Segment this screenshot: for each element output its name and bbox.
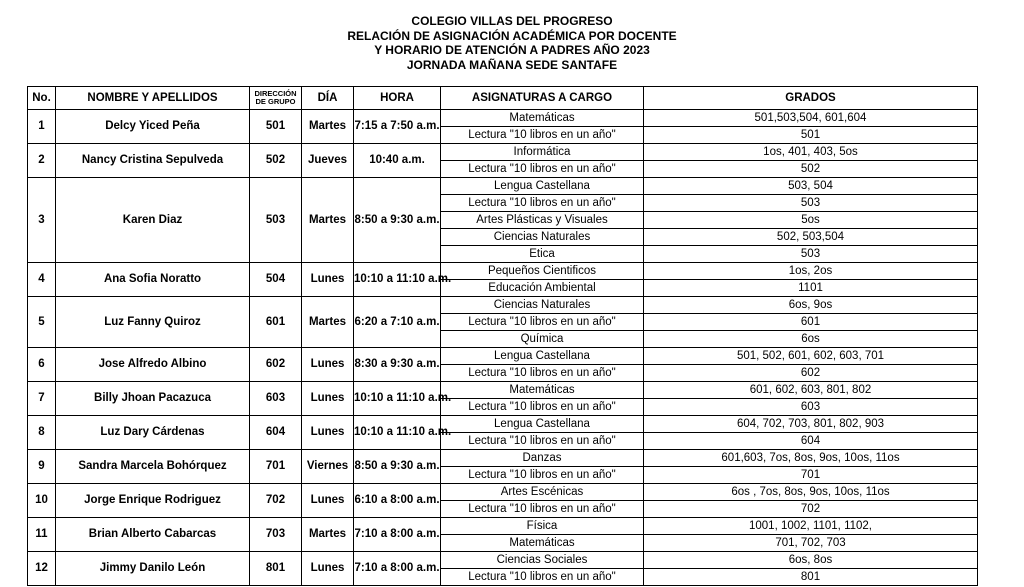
subject-name: Etica	[441, 246, 644, 263]
group-direction: 503	[250, 178, 302, 263]
attention-day: Viernes	[302, 450, 354, 484]
teacher-number: 4	[28, 263, 56, 297]
table-body	[28, 110, 978, 586]
subject-grades: 603	[644, 399, 978, 416]
subject-grades: 601	[644, 314, 978, 331]
col-header-day: DÍA	[302, 87, 354, 110]
subject-grades: 604, 702, 703, 801, 802, 903	[644, 416, 978, 433]
subject-name: Ciencias Naturales	[441, 297, 644, 314]
attention-day: Martes	[302, 110, 354, 144]
attention-hour: 7:10 a 8:00 a.m.	[354, 552, 441, 586]
attention-hour: 10:40 a.m.	[354, 144, 441, 178]
subject-name: Química	[441, 331, 644, 348]
report-title: RELACIÓN DE ASIGNACIÓN ACADÉMICA POR DOCENTE	[347, 28, 677, 43]
group-direction: 603	[250, 382, 302, 416]
subject-name: Pequeños Cientificos	[441, 263, 644, 280]
teacher-name: Brian Alberto Cabarcas	[56, 518, 250, 552]
group-direction: 504	[250, 263, 302, 297]
attention-day: Lunes	[302, 416, 354, 450]
table-row	[28, 382, 978, 399]
attention-hour: 8:30 a 9:30 a.m.	[354, 348, 441, 382]
subject-name: Artes Plásticas y Visuales	[441, 212, 644, 229]
subject-grades: 1101	[644, 280, 978, 297]
table-row	[28, 450, 978, 467]
teacher-number: 8	[28, 416, 56, 450]
group-direction: 604	[250, 416, 302, 450]
subject-name: Educación Ambiental	[441, 280, 644, 297]
subject-grades: 701, 702, 703	[644, 535, 978, 552]
teacher-number: 6	[28, 348, 56, 382]
teacher-number: 9	[28, 450, 56, 484]
subject-grades: 6os	[644, 331, 978, 348]
teacher-number: 7	[28, 382, 56, 416]
subject-grades: 5os	[644, 212, 978, 229]
subject-grades: 601,603, 7os, 8os, 9os, 10os, 11os	[644, 450, 978, 467]
teacher-name: Jorge Enrique Rodriguez	[56, 484, 250, 518]
subject-name: Lectura "10 libros en un año"	[441, 314, 644, 331]
subject-grades: 502	[644, 161, 978, 178]
subject-name: Lengua Castellana	[441, 178, 644, 195]
subject-grades: 503	[644, 195, 978, 212]
subject-name: Ciencias Naturales	[441, 229, 644, 246]
subject-grades: 1os, 2os	[644, 263, 978, 280]
teacher-number: 5	[28, 297, 56, 348]
subject-grades: 1os, 401, 403, 5os	[644, 144, 978, 161]
teacher-name: Karen Diaz	[56, 178, 250, 263]
subject-grades: 1001, 1002, 1101, 1102,	[644, 518, 978, 535]
teacher-number: 2	[28, 144, 56, 178]
attention-hour: 10:10 a 11:10 a.m.	[354, 263, 441, 297]
col-header-subjects: ASIGNATURAS A CARGO	[441, 87, 644, 110]
subject-name: Lectura "10 libros en un año"	[441, 467, 644, 484]
subject-grades: 501, 502, 601, 602, 603, 701	[644, 348, 978, 365]
group-direction: 501	[250, 110, 302, 144]
teacher-name: Billy Jhoan Pacazuca	[56, 382, 250, 416]
attention-day: Lunes	[302, 382, 354, 416]
teacher-name: Sandra Marcela Bohórquez	[56, 450, 250, 484]
teacher-number: 10	[28, 484, 56, 518]
table-row	[28, 484, 978, 501]
report-subtitle: Y HORARIO DE ATENCIÓN A PADRES AÑO 2023	[374, 43, 650, 57]
attention-hour: 6:20 a 7:10 a.m.	[354, 297, 441, 348]
subject-name: Lectura "10 libros en un año"	[441, 365, 644, 382]
teacher-number: 3	[28, 178, 56, 263]
subject-grades: 6os, 9os	[644, 297, 978, 314]
shift-and-campus: JORNADA MAÑANA SEDE SANTAFE	[406, 57, 618, 72]
table-row	[28, 144, 978, 161]
group-direction: 701	[250, 450, 302, 484]
subject-grades: 502, 503,504	[644, 229, 978, 246]
group-direction: 602	[250, 348, 302, 382]
subject-name: Física	[441, 518, 644, 535]
attention-hour: 7:10 a 8:00 a.m.	[354, 518, 441, 552]
attention-day: Lunes	[302, 484, 354, 518]
teacher-name: Luz Dary Cárdenas	[56, 416, 250, 450]
table-row	[28, 416, 978, 433]
subject-name: Danzas	[441, 450, 644, 467]
attention-hour: 6:10 a 8:00 a.m.	[354, 484, 441, 518]
subject-name: Lectura "10 libros en un año"	[441, 433, 644, 450]
subject-name: Matemáticas	[441, 110, 644, 127]
subject-name: Lectura "10 libros en un año"	[441, 127, 644, 144]
teacher-name: Delcy Yiced Peña	[56, 110, 250, 144]
attention-hour: 10:10 a 11:10 a.m.	[354, 382, 441, 416]
teacher-number: 11	[28, 518, 56, 552]
attention-hour: 7:15 a 7:50 a.m.	[354, 110, 441, 144]
teacher-name: Luz Fanny Quiroz	[56, 297, 250, 348]
attention-day: Lunes	[302, 348, 354, 382]
attention-hour: 10:10 a 11:10 a.m.	[354, 416, 441, 450]
teacher-number: 1	[28, 110, 56, 144]
subject-grades: 6os , 7os, 8os, 9os, 10os, 11os	[644, 484, 978, 501]
attention-day: Lunes	[302, 263, 354, 297]
subject-name: Lectura "10 libros en un año"	[441, 399, 644, 416]
table-row	[28, 110, 978, 127]
subject-name: Lengua Castellana	[441, 416, 644, 433]
teacher-name: Nancy Cristina Sepulveda	[56, 144, 250, 178]
subject-grades: 503	[644, 246, 978, 263]
table-row	[28, 552, 978, 569]
group-direction: 601	[250, 297, 302, 348]
teacher-name: Jose Alfredo Albino	[56, 348, 250, 382]
col-header-grades: GRADOS	[644, 87, 978, 110]
subject-name: Artes Escénicas	[441, 484, 644, 501]
subject-name: Informática	[441, 144, 644, 161]
attention-day: Jueves	[302, 144, 354, 178]
table-row	[28, 297, 978, 314]
col-header-group: DIRECCIÓN DE GRUPO	[250, 87, 302, 110]
attention-day: Martes	[302, 518, 354, 552]
subject-grades: 701	[644, 467, 978, 484]
table-row	[28, 178, 978, 195]
subject-grades: 602	[644, 365, 978, 382]
subject-grades: 601, 602, 603, 801, 802	[644, 382, 978, 399]
attention-day: Martes	[302, 297, 354, 348]
subject-grades: 501,503,504, 601,604	[644, 110, 978, 127]
attention-hour: 8:50 a 9:30 a.m.	[354, 178, 441, 263]
table-row	[28, 348, 978, 365]
subject-grades: 503, 504	[644, 178, 978, 195]
subject-grades: 501	[644, 127, 978, 144]
subject-name: Lectura "10 libros en un año"	[441, 195, 644, 212]
teacher-number: 12	[28, 552, 56, 586]
table-row	[28, 263, 978, 280]
subject-name: Lectura "10 libros en un año"	[441, 161, 644, 178]
col-header-hour: HORA	[354, 87, 441, 110]
attention-day: Lunes	[302, 552, 354, 586]
document-header	[0, 14, 1024, 72]
group-direction: 703	[250, 518, 302, 552]
subject-grades: 702	[644, 501, 978, 518]
subject-grades: 6os, 8os	[644, 552, 978, 569]
group-direction: 801	[250, 552, 302, 586]
attention-hour: 8:50 a 9:30 a.m.	[354, 450, 441, 484]
subject-name: Lectura "10 libros en un año"	[441, 501, 644, 518]
subject-name: Matemáticas	[441, 382, 644, 399]
col-header-name: NOMBRE Y APELLIDOS	[56, 87, 250, 110]
table-header-row	[28, 87, 978, 110]
teacher-name: Ana Sofia Noratto	[56, 263, 250, 297]
subject-name: Lectura "10 libros en un año"	[441, 569, 644, 586]
school-name: COLEGIO VILLAS DEL PROGRESO	[411, 14, 613, 28]
subject-name: Ciencias Sociales	[441, 552, 644, 569]
col-header-no: No.	[28, 87, 56, 110]
subject-grades: 604	[644, 433, 978, 450]
assignment-table	[27, 86, 978, 586]
teacher-name: Jimmy Danilo León	[56, 552, 250, 586]
subject-grades: 801	[644, 569, 978, 586]
subject-name: Matemáticas	[441, 535, 644, 552]
group-direction: 702	[250, 484, 302, 518]
attention-day: Martes	[302, 178, 354, 263]
group-direction: 502	[250, 144, 302, 178]
subject-name: Lengua Castellana	[441, 348, 644, 365]
table-row	[28, 518, 978, 535]
